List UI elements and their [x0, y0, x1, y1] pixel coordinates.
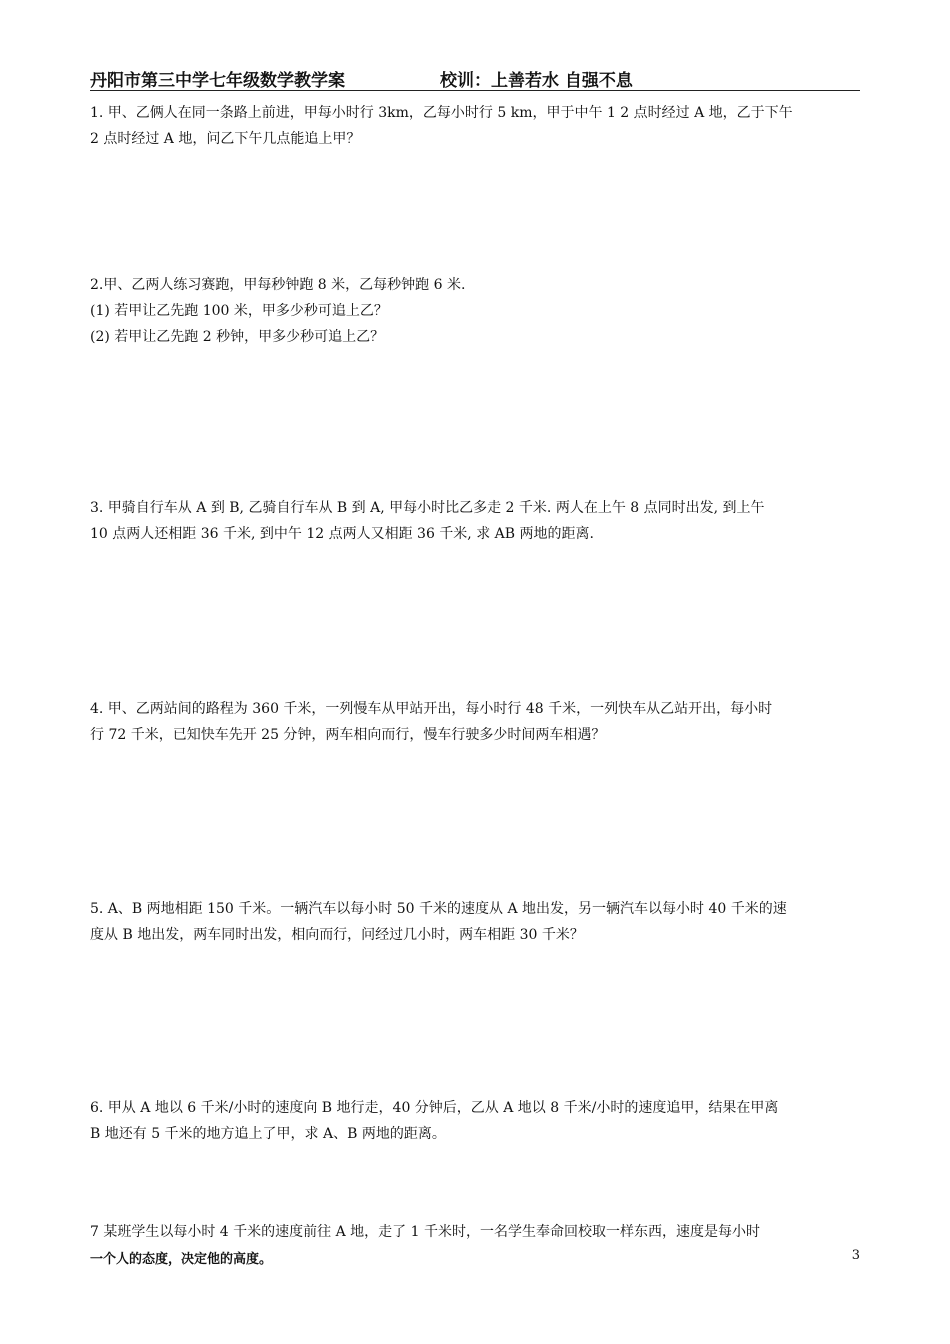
problem-line: B 地还有 5 千米的地方追上了甲，求 A、B 两地的距离。: [90, 1126, 446, 1142]
problem-line: 度从 B 地出发，两车同时出发，相向而行，问经过几小时，两车相距 30 千米？: [90, 927, 584, 943]
problem-line: 2 点时经过 A 地，问乙下午几点能追上甲？: [90, 131, 361, 147]
page-number: 3: [851, 1248, 860, 1263]
problem-line: (1) 若甲让乙先跑 100 米，甲多少秒可追上乙？: [90, 303, 388, 319]
footer-slogan: 一个人的态度，决定他的高度。: [90, 1252, 273, 1267]
page-footer: [90, 1248, 860, 1270]
problem-line: 3. 甲骑自行车从 A 到 B, 乙骑自行车从 B 到 A, 甲每小时比乙多走 2 千米. 两人在上午 8 点同时出发, 到上午: [90, 500, 765, 516]
problem-1: [90, 100, 860, 152]
problem-line: 1. 甲、乙俩人在同一条路上前进，甲每小时行 3km，乙每小时行 5 km，甲于中午 1 2 点时经过 A 地，乙于下午: [90, 105, 793, 121]
school-motto: 校训：上善若水 自强不息: [440, 71, 633, 91]
problem-5: [90, 896, 860, 948]
problem-7: [90, 1219, 860, 1245]
page-header: [90, 64, 860, 91]
problem-line: 10 点两人还相距 36 千米, 到中午 12 点两人又相距 36 千米, 求 AB 两地的距离.: [90, 526, 594, 542]
problem-6: [90, 1095, 860, 1147]
problem-4: [90, 696, 860, 748]
problem-line: 7 某班学生以每小时 4 千米的速度前往 A 地，走了 1 千米时，一名学生奉命回校取一样东西，速度是每小时: [90, 1224, 760, 1240]
school-title: 丹阳市第三中学七年级数学教学案: [90, 71, 345, 91]
problem-line: 行 72 千米，已知快车先开 25 分钟，两车相向而行，慢车行驶多少时间两车相遇？: [90, 727, 606, 743]
problem-line: 5. A、B 两地相距 150 千米。一辆汽车以每小时 50 千米的速度从 A 地出发，另一辆汽车以每小时 40 千米的速: [90, 901, 787, 917]
problem-3: [90, 495, 860, 547]
problem-line: (2) 若甲让乙先跑 2 秒钟，甲多少秒可追上乙？: [90, 329, 385, 345]
problem-2: [90, 272, 860, 350]
problem-line: 2.甲、乙两人练习赛跑，甲每秒钟跑 8 米，乙每秒钟跑 6 米.: [90, 277, 466, 293]
problem-line: 4. 甲、乙两站间的路程为 360 千米，一列慢车从甲站开出，每小时行 48 千米，一列快车从乙站开出，每小时: [90, 701, 773, 717]
problem-line: 6. 甲从 A 地以 6 千米/小时的速度向 B 地行走，40 分钟后，乙从 A 地以 8 千米/小时的速度追甲，结果在甲离: [90, 1100, 779, 1116]
